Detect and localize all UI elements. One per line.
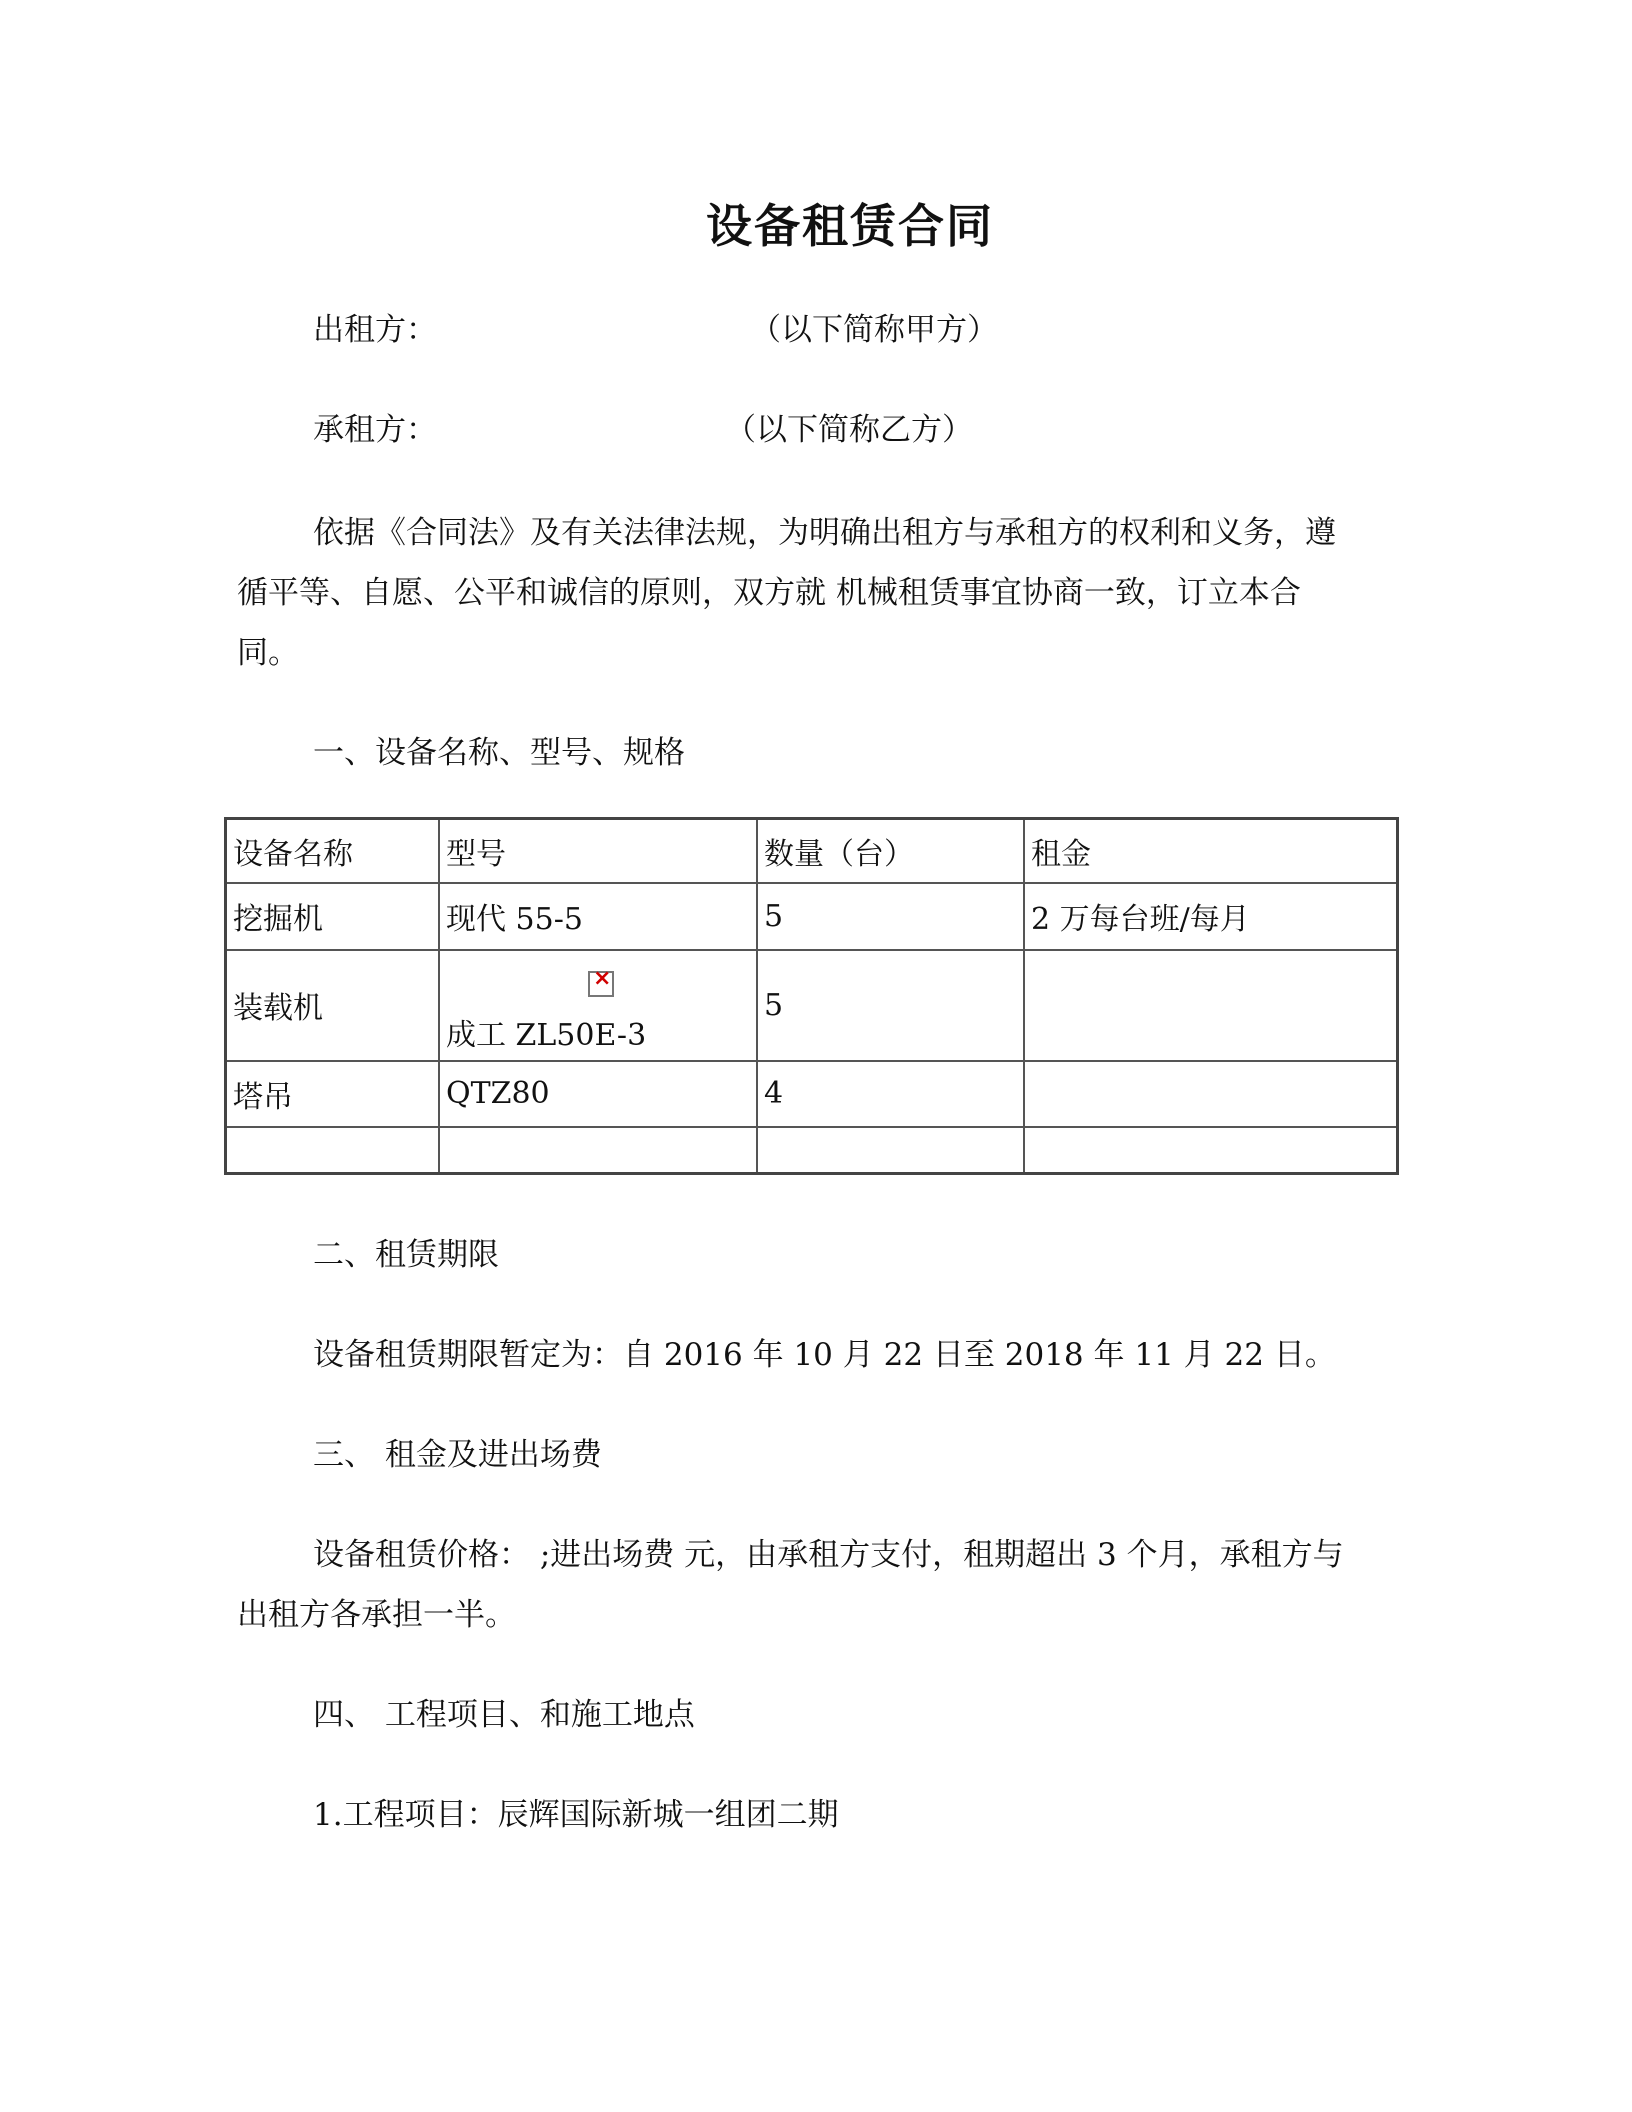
cell-rent bbox=[1024, 950, 1398, 1061]
table-row bbox=[226, 1061, 1398, 1128]
section-4-heading: 四、 工程项目、和施工地点 bbox=[313, 1697, 695, 1733]
cell-name bbox=[226, 1127, 440, 1173]
header-cell-name: 设备名称 bbox=[226, 819, 440, 884]
section-3-heading: 三、 租金及进出场费 bbox=[313, 1437, 602, 1473]
cell-name: 塔吊 bbox=[226, 1061, 440, 1128]
lessor-note: （以下简称甲方） bbox=[750, 312, 998, 348]
cell-model bbox=[439, 950, 757, 1061]
intro-line-3: 同。 bbox=[237, 635, 299, 671]
cell-model: QTZ80 bbox=[439, 1061, 757, 1128]
lessee-note: （以下简称乙方） bbox=[725, 412, 973, 448]
cell-model bbox=[439, 1127, 757, 1173]
header-cell-qty: 数量（台） bbox=[757, 819, 1024, 884]
table-row bbox=[226, 950, 1398, 1061]
cell-rent bbox=[1024, 1061, 1398, 1128]
table-header-row bbox=[226, 819, 1398, 884]
header-cell-model: 型号 bbox=[439, 819, 757, 884]
header-cell-rent: 租金 bbox=[1024, 819, 1398, 884]
price-line-2: 出租方各承担一半。 bbox=[237, 1597, 516, 1633]
cell-model-text: 成工 ZL50E-3 bbox=[446, 1017, 647, 1053]
section-1-heading: 一、设备名称、型号、规格 bbox=[313, 735, 685, 771]
cell-name: 挖掘机 bbox=[226, 883, 440, 950]
lessee-label: 承租方： bbox=[313, 412, 437, 448]
cell-qty bbox=[757, 1127, 1024, 1173]
table-row bbox=[226, 883, 1398, 950]
cell-name: 装载机 bbox=[226, 950, 440, 1061]
project-name: 1.工程项目：辰辉国际新城一组团二期 bbox=[313, 1797, 839, 1833]
document-title: 设备租赁合同 bbox=[706, 199, 994, 253]
cell-qty: 5 bbox=[757, 950, 1024, 1061]
lease-term: 设备租赁期限暂定为：自 2016 年 10 月 22 日至 2018 年 11 月 22 日。 bbox=[313, 1337, 1336, 1373]
cell-qty: 4 bbox=[757, 1061, 1024, 1128]
cell-model: 现代 55-5 bbox=[439, 883, 757, 950]
equipment-table bbox=[224, 817, 1399, 1175]
table-row bbox=[226, 1127, 1398, 1173]
cell-rent: 2 万每台班/每月 bbox=[1024, 883, 1398, 950]
intro-line-2: 循平等、自愿、公平和诚信的原则，双方就 机械租赁事宜协商一致，订立本合 bbox=[237, 575, 1301, 611]
cell-qty: 5 bbox=[757, 883, 1024, 950]
lessor-label: 出租方： bbox=[313, 312, 437, 348]
intro-line-1: 依据《合同法》及有关法律法规，为明确出租方与承租方的权利和义务，遵 bbox=[313, 515, 1336, 551]
section-2-heading: 二、租赁期限 bbox=[313, 1237, 499, 1273]
price-line-1: 设备租赁价格： ;进出场费 元，由承租方支付，租期超出 3 个月，承租方与 bbox=[313, 1537, 1344, 1573]
broken-image-icon bbox=[588, 971, 614, 997]
cell-rent bbox=[1024, 1127, 1398, 1173]
